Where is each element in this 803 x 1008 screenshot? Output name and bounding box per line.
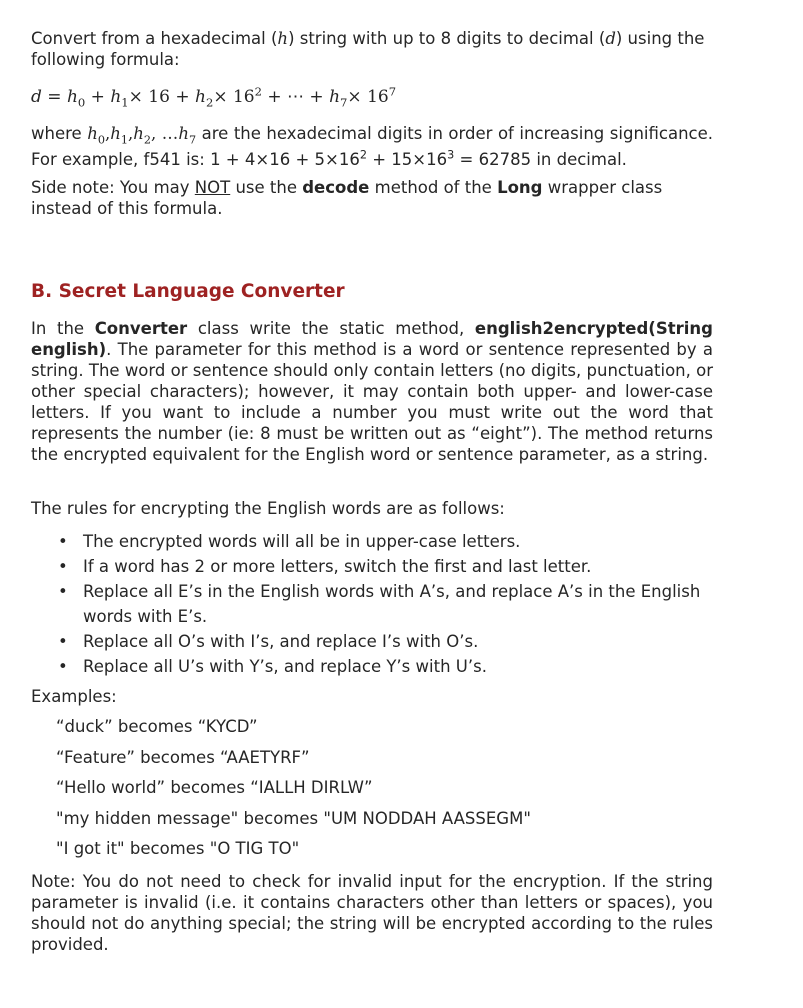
formula-ellipsis: ⋯: [287, 87, 305, 107]
formula-sixteen: 16: [232, 87, 255, 107]
formula-sixteen: 16: [148, 87, 170, 107]
formula-sup: 7: [388, 84, 397, 99]
desc-text: class write the static method,: [187, 319, 475, 338]
list-item: [31, 554, 713, 579]
desc-method: english2encrypted(String english): [31, 319, 713, 359]
formula-sub: 2: [205, 95, 214, 110]
side-not: NOT: [194, 178, 231, 197]
hex-formula: [31, 84, 397, 110]
formula-sub: 1: [121, 95, 129, 110]
bullet-icon: •: [58, 657, 68, 676]
formula-plus: +: [169, 87, 195, 107]
examples-label: Examples:: [31, 687, 117, 706]
method-description: [31, 318, 713, 465]
examples-list: [31, 712, 713, 865]
rule-text: Replace all E’s in the English words with A’s, and replace A’s in the English words with E’s.: [83, 582, 701, 626]
where-h: h: [133, 124, 144, 143]
formula-sub: 0: [77, 95, 86, 110]
example-line: “duck” becomes “KYCD”: [56, 717, 258, 736]
list-item: [31, 529, 713, 554]
example-line: “Hello world” becomes “IALLH DIRLW”: [56, 778, 373, 797]
example-line: “Feature” becomes “AAETYRF”: [56, 747, 310, 767]
formula-h: h: [195, 87, 206, 107]
intro-text: Convert from a hexadecimal (: [31, 29, 278, 48]
where-sub: 0: [97, 133, 105, 147]
rule-text: Replace all U’s with Y’s, and replace Y’s with U’s.: [83, 657, 487, 676]
list-item: [31, 654, 713, 679]
where-h: h: [110, 124, 121, 143]
formula-h: h: [110, 87, 122, 107]
formula-h: h: [66, 87, 78, 107]
where-sep: ,: [128, 124, 134, 143]
where-text: + 15×16: [366, 150, 448, 169]
formula-times: ×: [213, 87, 233, 107]
bullet-icon: •: [58, 582, 68, 601]
where-sub: 7: [188, 133, 197, 147]
example-line: "my hidden message" becomes "UM NODDAH AASSEGM": [56, 808, 531, 828]
formula-plus: +: [261, 87, 288, 107]
formula-times: ×: [347, 87, 368, 107]
side-decode: decode: [302, 178, 370, 197]
formula-h: h: [329, 87, 341, 107]
side-text: use the: [230, 178, 303, 197]
formula-sub: 7: [340, 95, 348, 110]
desc-text: . The parameter for this method is a word or sentence represented by a string. The word or sentence should only contain letters (no digits, punctuation, or other special characters); however, it may contain both upper- and lower-case letters. If you want to include a number you must write out the word that represents the number (ie: 8 must be written out as “eight”). The method returns the encrypted equivalent for the English word or sentence parameter, as a string.: [31, 340, 713, 464]
where-h: h: [178, 124, 189, 143]
where-dots: , …: [151, 124, 179, 143]
desc-converter: Converter: [94, 319, 188, 338]
side-long: Long: [497, 178, 543, 197]
rule-text: Replace all O’s with I’s, and replace I’s with O’s.: [83, 632, 479, 651]
side-text: wrapper class instead of this formula.: [31, 178, 663, 218]
formula-plus: +: [304, 87, 330, 107]
rules-intro: The rules for encrypting the English words are as follows:: [31, 499, 505, 518]
intro-paragraph: [31, 28, 713, 70]
list-item: [31, 629, 713, 654]
where-sup: 3: [447, 148, 455, 162]
where-sub: 1: [120, 133, 129, 147]
d-variable: d: [605, 29, 616, 48]
h-variable: h: [277, 29, 289, 48]
note-paragraph: Note: You do not need to check for invalid input for the encryption. If the string parameter is invalid (i.e. it contains characters other than letters or spaces), you should not do anything special; the string will be encrypted according to the rules provided.: [31, 872, 713, 954]
rule-text: If a word has 2 or more letters, switch the first and last letter.: [83, 557, 592, 576]
bullet-icon: •: [58, 532, 68, 551]
bullet-icon: •: [58, 557, 68, 576]
intro-text: ) using the following formula:: [31, 29, 705, 69]
formula-times: ×: [128, 87, 149, 107]
where-paragraph: [31, 121, 713, 173]
formula-sixteen: 16: [367, 87, 389, 107]
where-h: h: [87, 124, 98, 143]
section-heading: B. Secret Language Converter: [31, 281, 345, 302]
rule-text: The encrypted words will all be in upper-case letters.: [83, 532, 521, 551]
side-text: method of the: [369, 178, 498, 197]
where-sup: 2: [359, 148, 367, 162]
where-sub: 2: [143, 133, 152, 147]
where-text: are the hexadecimal digits in order of increasing significance. For example, f541 is: 1 + 4×16 + 5×16: [31, 124, 713, 169]
list-item: [31, 579, 713, 629]
bullet-icon: •: [58, 632, 68, 651]
formula-d: d: [31, 87, 42, 107]
example-line: "I got it" becomes "O TIG TO": [56, 839, 300, 858]
rules-list: [31, 529, 713, 679]
formula-sup: 2: [254, 84, 262, 99]
formula-eq: =: [41, 87, 67, 107]
formula-plus: +: [85, 87, 111, 107]
where-sep: ,: [104, 124, 111, 143]
intro-text: ) string with up to 8 digits to decimal (: [288, 29, 606, 48]
where-text: where: [31, 124, 88, 143]
where-text: = 62785 in decimal.: [454, 150, 627, 169]
desc-text: In the: [31, 319, 95, 338]
side-text: Side note: You may: [31, 178, 195, 197]
side-note: [31, 177, 713, 219]
